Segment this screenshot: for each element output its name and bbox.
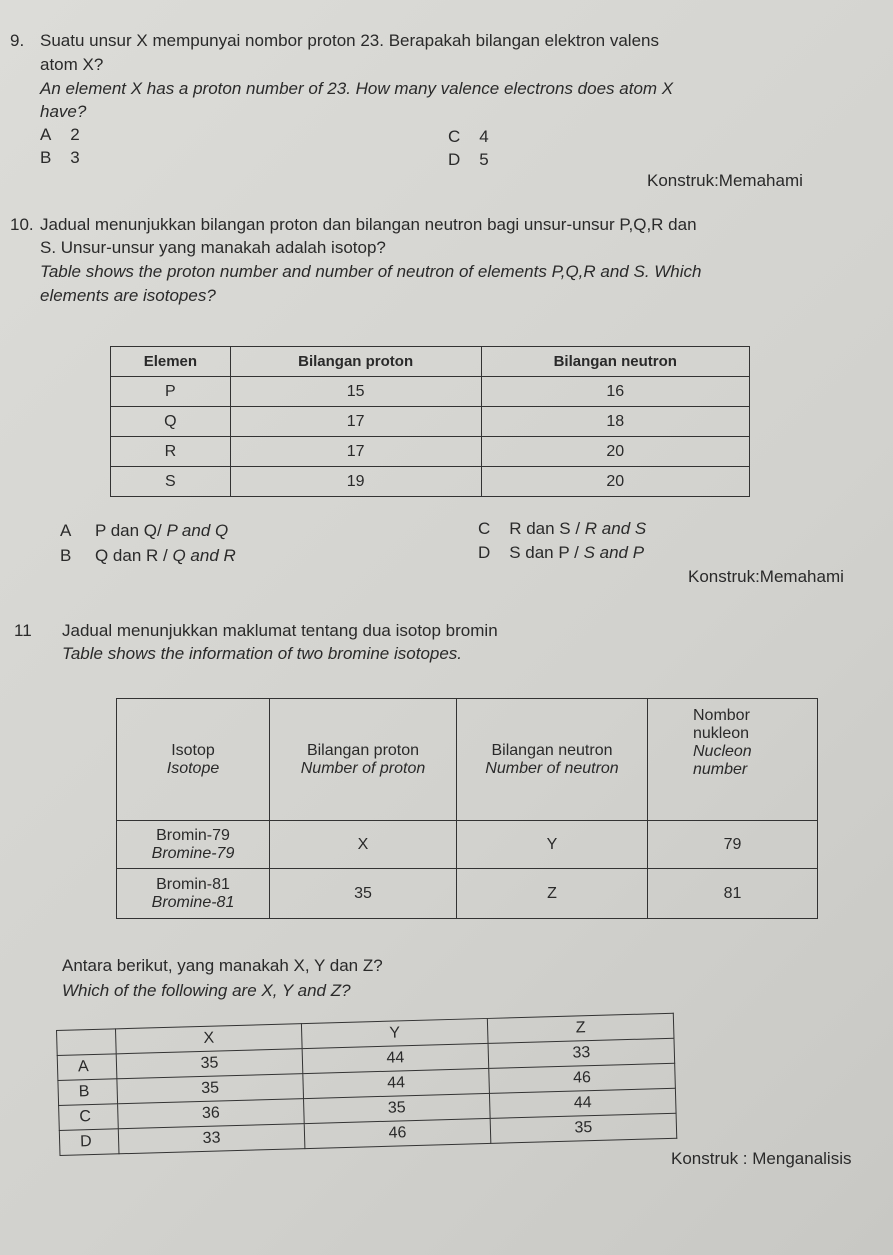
q10-option-b[interactable] [60,545,236,567]
header-ms: Nombor nukleon [693,707,750,742]
q9-option-c[interactable] [448,126,489,148]
q10-table [110,346,750,497]
q9-option-a[interactable] [40,124,80,146]
cell: 44 [489,1088,676,1118]
cell: 20 [481,437,750,467]
cell: S [111,467,231,497]
header-cell [457,699,648,821]
option-text: 5 [479,150,489,169]
q9-text-en-1: An element X has a proton number of 23. How many valence electrons does atom X [40,79,674,98]
option-text-ms: S dan P / [509,543,579,562]
table-row [117,869,818,919]
header-ms: Bilangan proton [306,741,420,759]
cell: Y [457,821,648,869]
header-cell [648,699,818,821]
cell: 18 [481,407,750,437]
table-row [111,437,750,467]
option-letter: C [448,127,461,146]
cell: 35 [304,1093,491,1123]
q11-number: 11 [14,621,32,640]
cell: 35 [117,1074,304,1104]
q10-option-a[interactable] [60,520,228,542]
q10-text-ms-1: Jadual menunjukkan bilangan proton dan bilangan neutron bagi unsur-unsur P,Q,R dan [40,215,697,234]
option-text: 2 [70,125,80,144]
table-row [111,377,750,407]
option-letter: B [58,1079,118,1106]
q9-number: 9. [10,31,25,50]
option-text-en: R and S [584,519,647,538]
option-letter: D [59,1129,119,1156]
cell: Z [457,869,648,919]
cell: 15 [230,377,481,407]
option-letter: D [478,543,491,562]
header-en: Number of proton [300,759,426,777]
cell: R [111,437,231,467]
cell: 17 [230,437,481,467]
option-letter: B [60,546,72,565]
header-cell: Bilangan proton [230,347,481,377]
cell: 17 [230,407,481,437]
option-letter: D [448,150,461,169]
header-en: Isotope [166,759,220,777]
option-text-en: Q and R [172,546,236,565]
q11-ask-ms: Antara berikut, yang manakah X, Y dan Z? [62,956,383,975]
q9-option-d[interactable] [448,149,489,171]
option-letter: A [40,125,52,144]
table-row [111,467,750,497]
isotope-cell [117,821,270,869]
cell: P [111,377,231,407]
q11-text-ms: Jadual menunjukkan maklumat tentang dua isotop bromin [62,621,498,640]
option-text-ms: Q dan R / [94,546,168,565]
q10-text-ms-2: S. Unsur-unsur yang manakah adalah isotop? [40,238,386,257]
q9-construct: Konstruk:Memahami [647,171,803,190]
cell: 35 [116,1049,303,1079]
header-cell [117,699,270,821]
q10-option-c[interactable] [478,518,646,540]
option-text-en: P and Q [166,521,229,540]
isotope-en: Bromine-81 [151,893,235,911]
option-letter: C [59,1104,119,1131]
cell: Q [111,407,231,437]
option-letter: C [478,519,491,538]
isotope-cell [117,869,270,919]
q11-construct: Konstruk : Menganalisis [671,1149,852,1168]
option-text: 3 [70,148,80,167]
option-letter: A [57,1054,117,1081]
corner-cell [57,1029,117,1056]
q10-text-en-1: Table shows the proton number and number of neutron of elements P,Q,R and S. Which [40,262,702,281]
cell: 19 [230,467,481,497]
cell: 44 [303,1068,490,1098]
q9-text-ms-1: Suatu unsur X mempunyai nombor proton 23. Berapakah bilangan elektron valens [40,31,659,50]
isotope-ms: Bromin-81 [156,875,230,893]
q10-text-en-2: elements are isotopes? [40,286,216,305]
q11-isotope-table [116,698,818,919]
option-text: 4 [479,127,489,146]
cell: 16 [481,377,750,407]
q10-construct: Konstruk:Memahami [688,567,844,586]
cell: 79 [648,821,818,869]
header-ms: Bilangan neutron [491,741,613,759]
cell: 46 [489,1063,676,1093]
header-cell: Z [487,1013,674,1043]
header-en: Nucleon number [693,743,752,778]
cell: 46 [304,1118,491,1148]
header-cell: X [115,1024,302,1054]
header-ms: Isotop [171,741,215,759]
option-text-ms: R dan S / [509,519,581,538]
header-cell: Bilangan neutron [481,347,750,377]
cell: 35 [270,869,457,919]
isotope-ms: Bromin-79 [156,826,230,844]
option-text-ms: P dan Q/ [94,521,162,540]
cell: 36 [118,1099,305,1129]
cell: X [270,821,457,869]
header-cell: Y [301,1018,488,1048]
q9-text-ms-2: atom X? [40,55,104,74]
header-cell [270,699,457,821]
cell: 44 [302,1043,489,1073]
header-en: Number of neutron [485,759,619,777]
q10-number: 10. [10,215,34,234]
q9-option-b[interactable] [40,147,80,169]
cell: 81 [648,869,818,919]
cell: 20 [481,467,750,497]
option-text-en: S and P [583,543,645,562]
isotope-en: Bromine-79 [151,844,235,862]
q11-answer-table [56,1013,677,1156]
q9-text-en-2: have? [40,102,87,121]
option-letter: A [60,521,72,540]
q11-ask-en: Which of the following are X, Y and Z? [62,981,351,1000]
table-row [111,407,750,437]
cell: 35 [490,1113,677,1143]
cell: 33 [488,1038,675,1068]
option-letter: B [40,148,52,167]
cell: 33 [118,1124,305,1154]
q11-text-en: Table shows the information of two bromine isotopes. [62,644,463,663]
table-row [117,821,818,869]
header-cell: Elemen [111,347,231,377]
q10-option-d[interactable] [478,542,644,564]
